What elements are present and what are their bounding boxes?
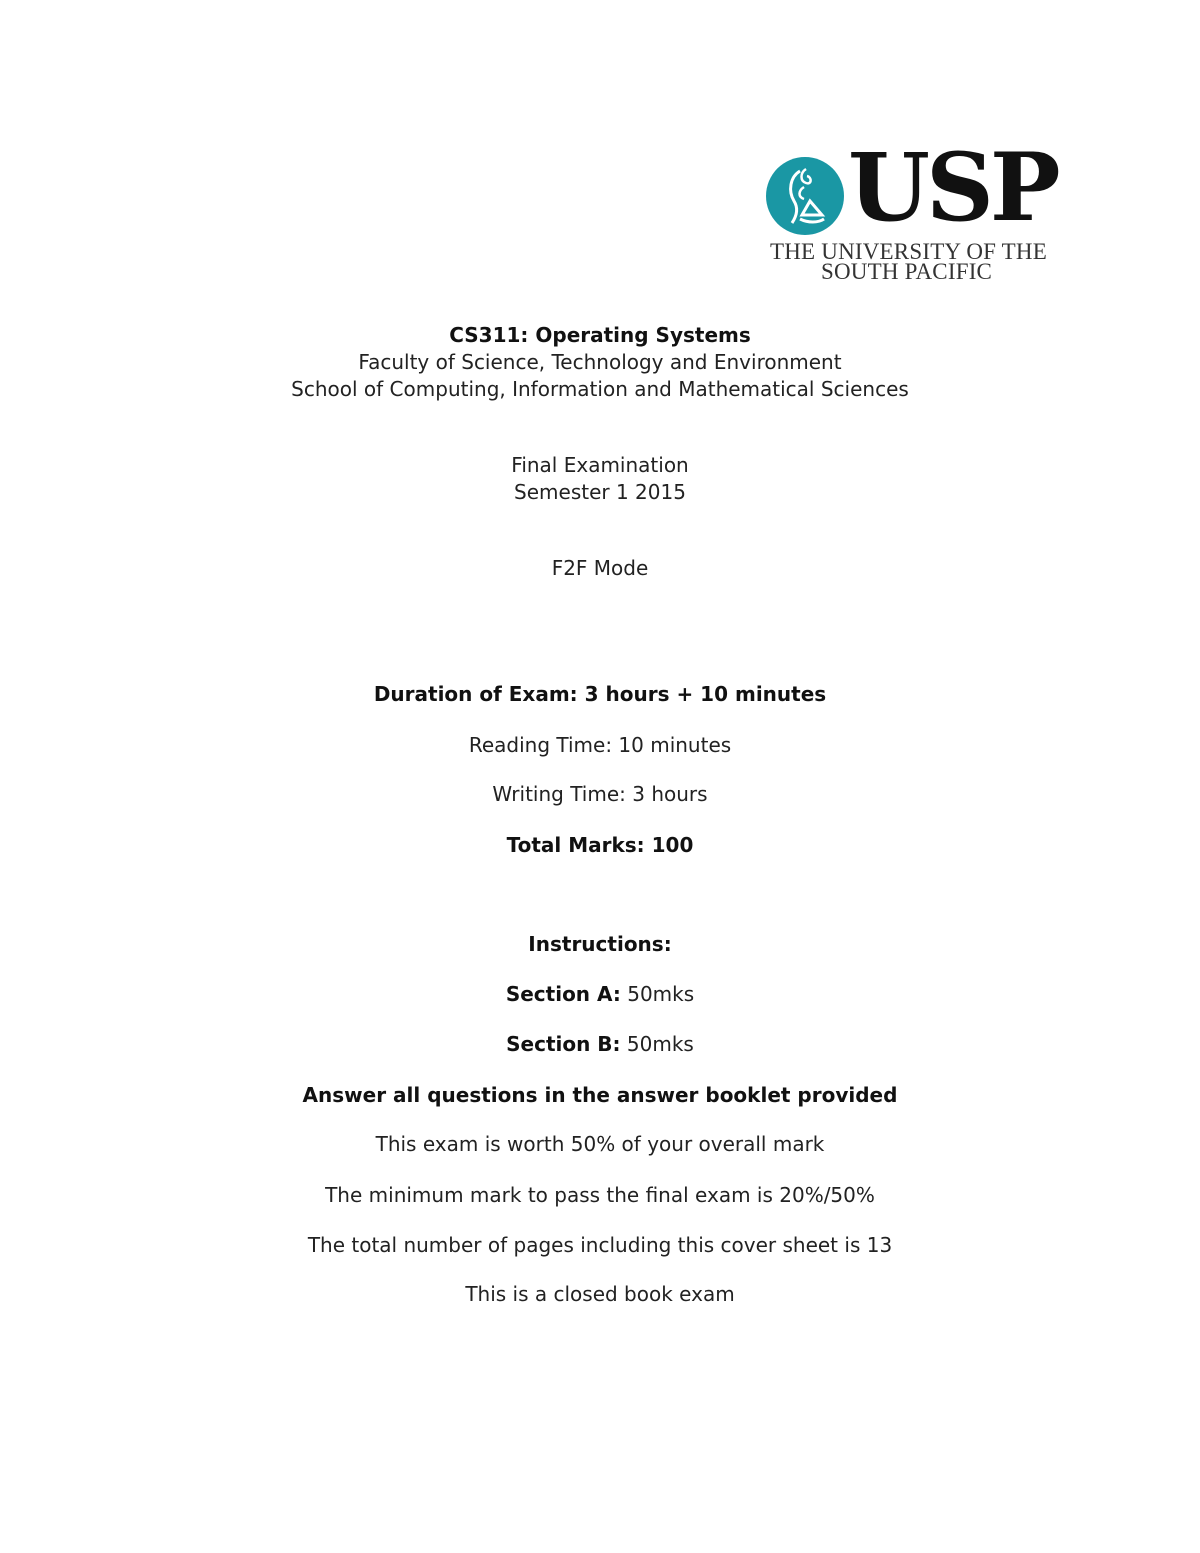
exam-duration: Duration of Exam: 3 hours + 10 minutes [373, 682, 827, 706]
faculty-name: Faculty of Science, Technology and Environment [358, 350, 842, 374]
exam-worth: This exam is worth 50% of your overall mark [375, 1132, 825, 1156]
closed-book-note: This is a closed book exam [465, 1282, 735, 1306]
section-b-label: Section B: [506, 1032, 621, 1056]
section-a-marks [0, 981, 1200, 1007]
school-name: School of Computing, Information and Mathematical Sciences [291, 377, 909, 401]
reading-time: Reading Time: 10 minutes [468, 733, 732, 757]
usp-logo-name-line2: SOUTH PACIFIC [821, 259, 993, 284]
usp-emblem-icon [766, 157, 844, 235]
usp-logo-name-line1: THE UNIVERSITY OF THE [770, 239, 1047, 264]
section-b-marks [0, 1031, 1200, 1057]
exam-semester: Semester 1 2015 [514, 480, 686, 504]
usp-logo [764, 133, 1057, 290]
exam-type: Final Examination [511, 453, 689, 477]
total-pages: The total number of pages including this cover sheet is 13 [307, 1233, 893, 1257]
section-a-label: Section A: [505, 982, 621, 1006]
answer-all-instruction: Answer all questions in the answer booklet provided [302, 1083, 898, 1107]
total-marks: Total Marks: 100 [506, 833, 694, 857]
exam-mode: F2F Mode [551, 556, 649, 580]
instructions-heading: Instructions: [528, 932, 672, 956]
section-a-value: 50mks [620, 982, 695, 1006]
usp-logo-letters: USP [848, 133, 1057, 243]
section-b-value: 50mks [620, 1032, 694, 1056]
course-title: CS311: Operating Systems [449, 323, 751, 347]
minimum-pass-mark: The minimum mark to pass the final exam is 20%/50% [325, 1183, 875, 1207]
writing-time: Writing Time: 3 hours [492, 782, 708, 806]
